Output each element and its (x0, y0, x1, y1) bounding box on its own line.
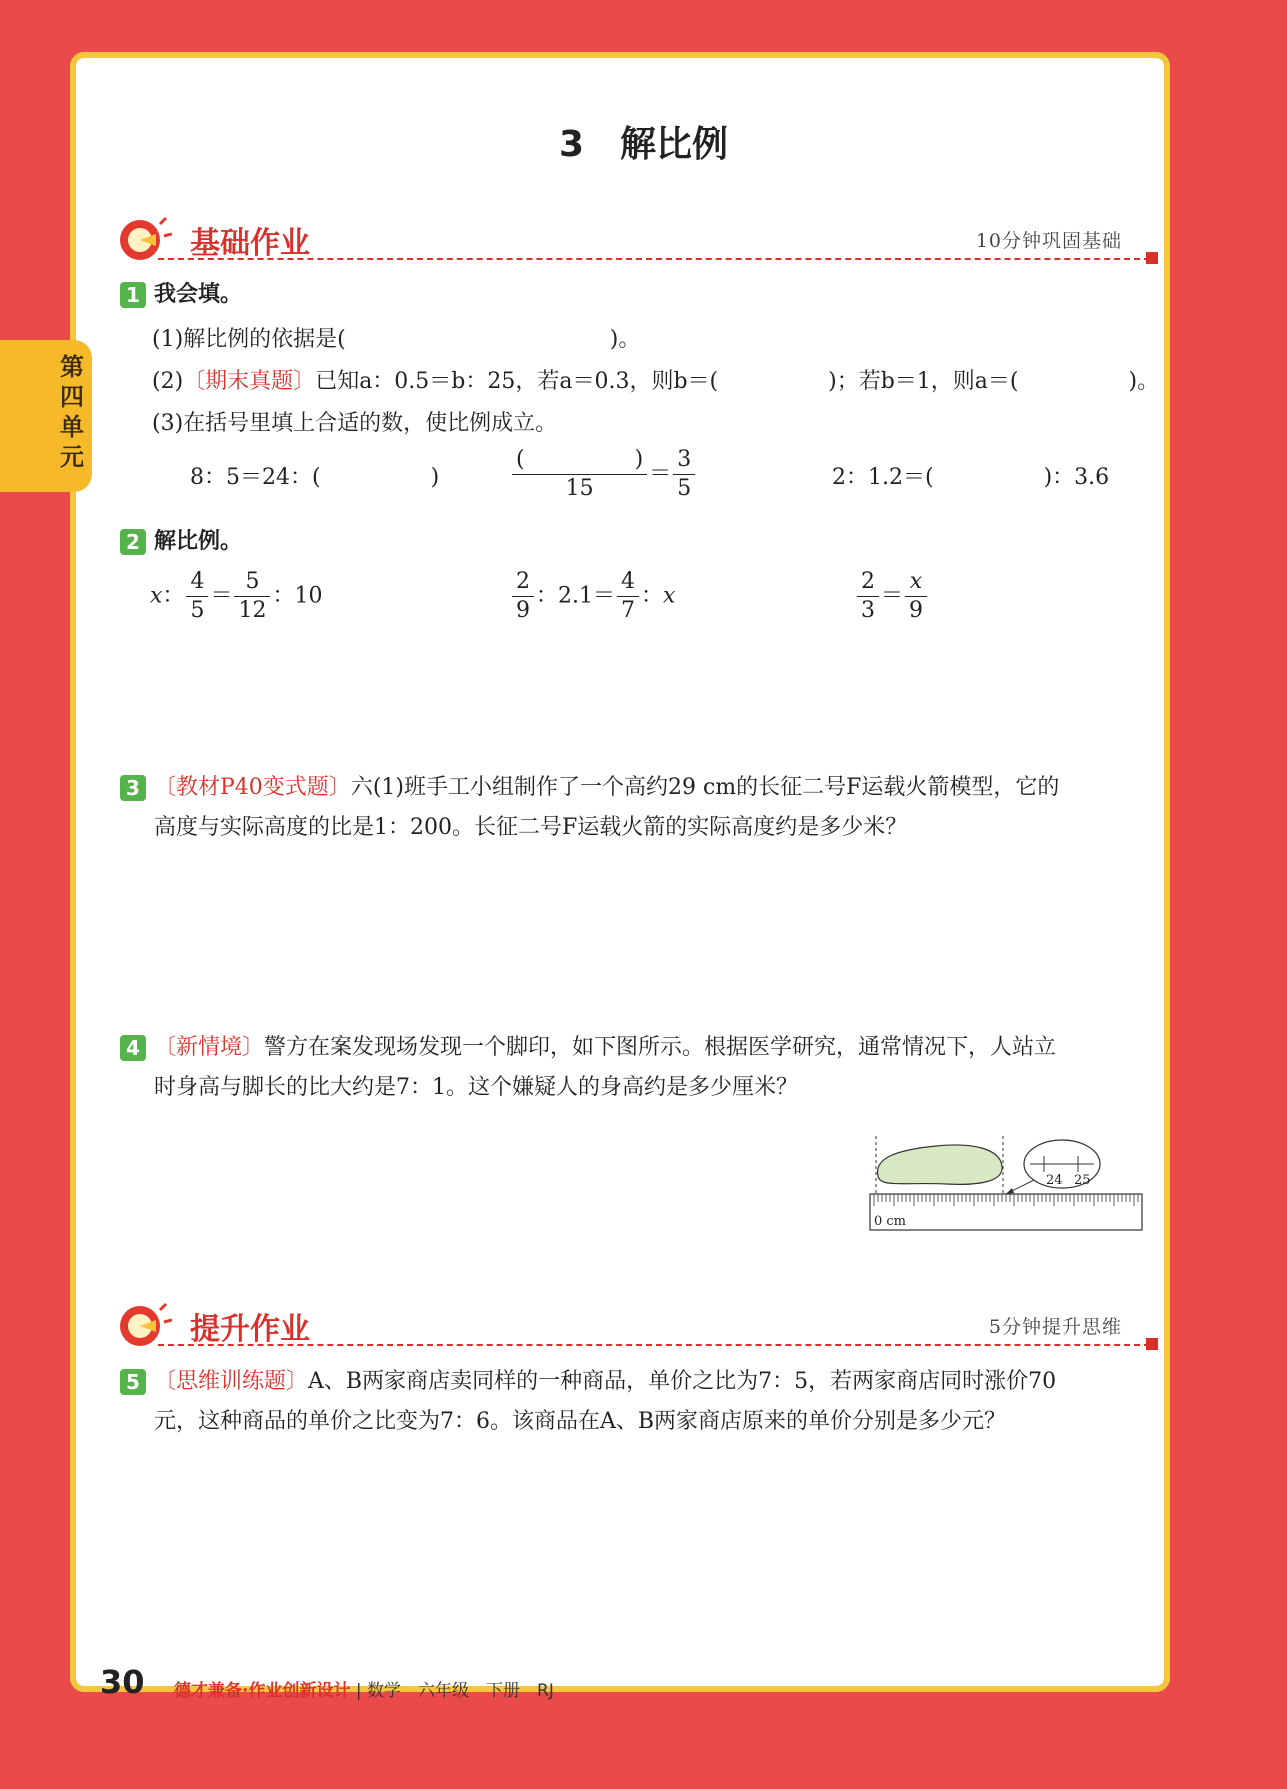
q2-equation-1 (150, 568, 322, 625)
fraction (186, 568, 208, 625)
divider-end-mark (1146, 252, 1158, 264)
q1-equation-3: 2：1.2＝( )：3.6 (832, 465, 1110, 490)
question-number: 3 (120, 775, 146, 801)
unit-tab-label: 第四单元 (60, 353, 84, 471)
question-tag: 〔思维训练题〕 (154, 1369, 309, 1394)
question-text-line-2: 时身高与脚长的比大约是7：1。这个嫌疑人的身高约是多少厘米？ (154, 1075, 798, 1100)
divider-end-mark (1146, 1338, 1158, 1350)
question-heading: 我会填。 (154, 282, 243, 307)
question-1-header (120, 275, 242, 315)
question-tag: 〔新情境〕 (154, 1035, 265, 1060)
numerator: 3 (673, 446, 695, 475)
fraction (512, 446, 647, 503)
denominator: 5 (677, 476, 692, 501)
page-title: 3 解比例 (558, 124, 729, 165)
section-basic-header (118, 212, 1158, 272)
variable: x (663, 583, 676, 609)
q1-equation-2: $\frac{( )}{15}$ ＝ $\frac{3}{5}$ (510, 446, 697, 503)
q2-equation-3 (855, 568, 929, 625)
q1-part-2-prefix: (2) (152, 369, 184, 394)
denominator: 12 (238, 598, 267, 623)
q1-part-1: (1)解比例的依据是( )。 (152, 327, 641, 352)
variable: x (150, 583, 163, 609)
operator: ＝ (210, 583, 233, 609)
operator: ＝ (881, 583, 904, 609)
q1-part-3: (3)在括号里填上合适的数，使比例成立。 (152, 411, 558, 436)
denominator: 7 (621, 598, 635, 623)
fraction (617, 568, 639, 625)
page-number: 30 (100, 1663, 145, 1701)
footer-brand: 德才兼备·作业创新设计 (174, 1681, 351, 1701)
question-4 (120, 1028, 1160, 1108)
fraction (905, 568, 927, 625)
question-5 (120, 1362, 1160, 1442)
numerator: 4 (617, 568, 639, 597)
section-advanced-note: 5分钟提升思维 (988, 1316, 1122, 1338)
question-text-line-2: 高度与实际高度的比是1：200。长征二号F运载火箭的实际高度约是多少米？ (154, 815, 908, 840)
section-basic-title: 基础作业 (190, 226, 310, 261)
section-basic-note: 10分钟巩固基础 (975, 230, 1122, 252)
question-text-line-1: A、B两家商店卖同样的一种商品，单价之比为7：5，若两家商店同时涨价70 (308, 1369, 1057, 1394)
footprint-ruler-figure (866, 1136, 1152, 1232)
section-divider (158, 258, 1150, 260)
question-2-header (120, 522, 242, 562)
question-text-line-1: 警方在案发现场发现一个脚印，如下图所示。根据医学研究，通常情况下，人站立 (264, 1035, 1057, 1060)
q2-equation-2 (510, 568, 675, 625)
fraction (857, 568, 879, 625)
denominator: 3 (861, 598, 875, 623)
section-advanced-title: 提升作业 (190, 1312, 310, 1347)
denominator: 9 (909, 598, 924, 623)
ruler-zero-label: 0 cm (874, 1214, 907, 1229)
question-text-line-1: 六(1)班手工小组制作了一个高约29 cm的长征二号F运载火箭模型，它的 (350, 775, 1060, 800)
section-advanced-header (118, 1298, 1158, 1358)
ruler-label-24: 24 (1046, 1173, 1063, 1188)
denominator: 15 (565, 476, 594, 501)
question-number: 4 (120, 1035, 146, 1061)
q1-part-2-tag: 〔期末真题〕 (183, 369, 316, 394)
ruler-label-25: 25 (1074, 1173, 1091, 1188)
q1-part-2 (152, 364, 1159, 395)
fraction (673, 446, 695, 503)
question-number: 2 (120, 529, 146, 555)
question-heading: 解比例。 (154, 529, 243, 554)
question-3 (120, 768, 1160, 848)
numerator: 2 (857, 568, 879, 597)
footer-text: 德才兼备·作业创新设计 | 数学 六年级 下册 RJ (174, 1681, 554, 1701)
denominator: 9 (516, 598, 530, 623)
operand: ：10 (272, 583, 323, 609)
q1-equation-1: 8：5＝24：( ) (190, 465, 440, 490)
numerator: ( ) (512, 446, 647, 475)
fraction (234, 568, 270, 625)
question-tag: 〔教材P40变式题〕 (154, 775, 351, 800)
fraction (512, 568, 534, 625)
question-number: 1 (120, 282, 146, 308)
question-number: 5 (120, 1369, 146, 1395)
numerator: x (905, 568, 927, 597)
denominator: 5 (190, 598, 205, 623)
section-divider (158, 1344, 1150, 1346)
numerator: 4 (186, 568, 208, 597)
footer-info: 数学 六年级 下册 RJ (367, 1681, 554, 1701)
operator: ： (162, 583, 185, 609)
numerator: 2 (512, 568, 534, 597)
footprint-shape (878, 1145, 1003, 1184)
operand: ：2.1＝ (536, 583, 615, 609)
operator: ： (641, 583, 664, 609)
question-text-line-2: 元，这种商品的单价之比变为7：6。该商品在A、B两家商店原来的单价分别是多少元？ (154, 1409, 1007, 1434)
numerator: 5 (234, 568, 270, 597)
q1-part-2-text: 已知a：0.5＝b：25，若a＝0.3，则b＝( )；若b＝1，则a＝( )。 (315, 369, 1160, 394)
